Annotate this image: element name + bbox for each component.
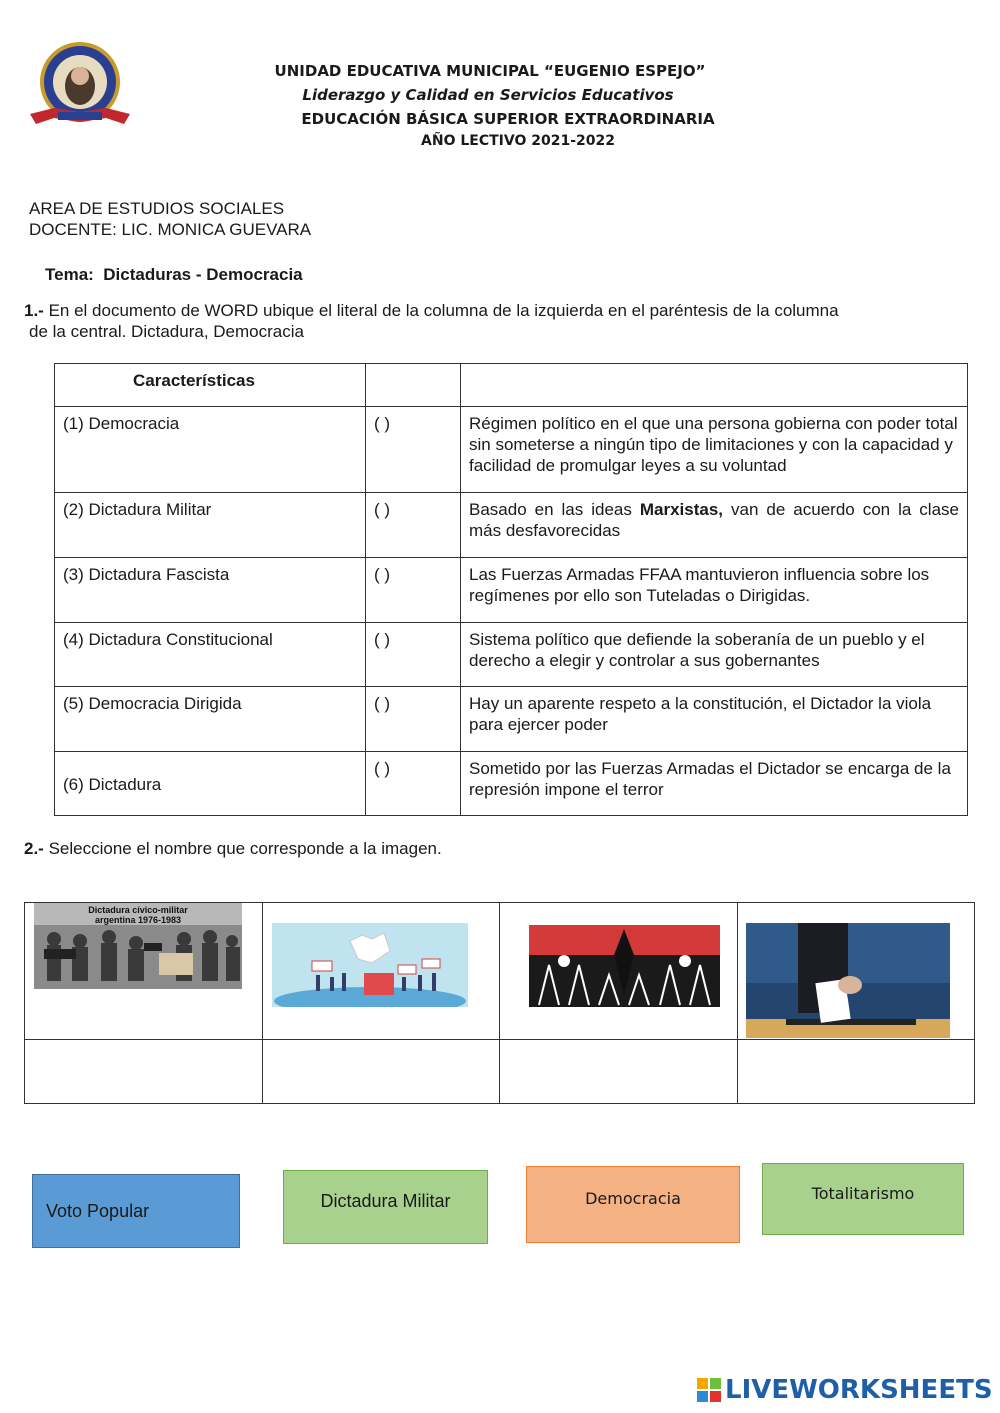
teacher-label: DOCENTE: LIC. MONICA GUEVARA — [29, 220, 312, 239]
table-row — [55, 493, 968, 558]
option-dictadura-militar[interactable]: Dictadura Militar — [283, 1170, 488, 1244]
image-cell — [25, 903, 263, 1040]
row-paren[interactable]: ( ) — [366, 623, 461, 687]
image-cell — [737, 903, 975, 1040]
topic-label: Tema: — [45, 265, 94, 284]
row-desc: Las Fuerzas Armadas FFAA mantuvieron influencia sobre los regímenes por ello son Tuteladas o Dirigidas. — [461, 558, 968, 623]
q2-instruction — [24, 839, 442, 859]
option-democracia[interactable]: Democracia — [526, 1166, 740, 1243]
answer-drop-cell[interactable] — [500, 1040, 738, 1104]
image-caption — [34, 905, 242, 925]
row-paren[interactable]: ( ) — [366, 407, 461, 493]
table-header: Características — [55, 364, 366, 407]
school-year: AÑO LECTIVO 2021-2022 — [421, 133, 615, 149]
table-row — [55, 687, 968, 752]
row-paren[interactable]: ( ) — [366, 493, 461, 558]
option-totalitarismo[interactable]: Totalitarismo — [762, 1163, 964, 1235]
row-desc: Sometido por las Fuerzas Armadas el Dictador se encarga de la represión impone el terror — [461, 752, 968, 816]
ballot-box-image — [746, 923, 950, 1038]
answer-drop-cell[interactable] — [25, 1040, 263, 1104]
table-header-empty — [461, 364, 968, 407]
school-motto: Liderazgo y Calidad en Servicios Educativos — [302, 86, 674, 104]
row-paren[interactable]: ( ) — [366, 752, 461, 816]
liveworksheets-brand — [697, 1375, 993, 1405]
row-item: (3) Dictadura Fascista — [55, 558, 366, 623]
q1-text-line1: En el documento de WORD ubique el literal de la columna de la izquierda en el paréntesis de la columna — [43, 301, 839, 320]
brand-text: LIVEWORKSHEETS — [725, 1375, 993, 1405]
row-desc-post: van de acuerdo con la clase más desfavorecidas — [469, 500, 959, 540]
military-dictatorship-image — [34, 903, 242, 989]
image-caption-line1: Dictadura cívico-militar — [88, 905, 188, 915]
table-row — [55, 558, 968, 623]
democracy-illustration — [272, 923, 468, 1007]
answer-drop-cell[interactable] — [262, 1040, 500, 1104]
totalitarianism-image — [529, 925, 720, 1007]
row-item: (1) Democracia — [55, 407, 366, 493]
row-desc-bold: Marxistas, — [639, 500, 724, 519]
row-desc: Sistema político que defiende la soberanía de un pueblo y el derecho a elegir y controlar a sus gobernantes — [461, 623, 968, 687]
image-row — [25, 903, 975, 1040]
topic-line — [45, 265, 303, 285]
image-cell — [500, 903, 738, 1040]
option-voto-popular[interactable]: Voto Popular — [32, 1174, 240, 1248]
liveworksheets-logo-icon — [697, 1378, 721, 1402]
area-label: AREA DE ESTUDIOS SOCIALES — [29, 199, 285, 218]
q1-number: 1.- — [24, 301, 44, 320]
table-header-empty — [366, 364, 461, 407]
topic-value: Dictaduras - Democracia — [103, 265, 303, 284]
row-item: (2) Dictadura Militar — [55, 493, 366, 558]
q2-text: Seleccione el nombre que corresponde a la imagen. — [43, 839, 442, 858]
row-desc-pre: Basado en las ideas — [469, 500, 640, 519]
row-item: (4) Dictadura Constitucional — [55, 623, 366, 687]
row-desc: Hay un aparente respeto a la constitución, el Dictador la viola para ejercer poder — [461, 687, 968, 752]
row-desc — [461, 493, 968, 558]
row-desc: Régimen político en el que una persona gobierna con poder total sin someterse a ningún tipo de limitaciones y con la capacidad y facilidad de promulgar leyes a su voluntad — [461, 407, 968, 493]
q1-instruction — [24, 301, 839, 321]
image-cell — [262, 903, 500, 1040]
image-caption-line2: argentina 1976-1983 — [94, 915, 182, 925]
school-name: UNIDAD EDUCATIVA MUNICIPAL “EUGENIO ESPEJO” — [274, 62, 706, 80]
table-header-row — [55, 364, 968, 407]
table-row — [55, 407, 968, 493]
table-row — [55, 752, 968, 816]
table-row — [55, 623, 968, 687]
q2-number: 2.- — [24, 839, 44, 858]
row-paren[interactable]: ( ) — [366, 687, 461, 752]
row-item: (6) Dictadura — [55, 752, 366, 816]
program-title: EDUCACIÓN BÁSICA SUPERIOR EXTRAORDINARIA — [301, 110, 715, 128]
row-item: (5) Democracia Dirigida — [55, 687, 366, 752]
answer-drop-cell[interactable] — [737, 1040, 975, 1104]
image-table — [24, 902, 975, 1104]
q1-text-line2: de la central. Dictadura, Democracia — [29, 322, 304, 341]
row-paren[interactable]: ( ) — [366, 558, 461, 623]
answer-row — [25, 1040, 975, 1104]
characteristics-table — [54, 363, 968, 816]
